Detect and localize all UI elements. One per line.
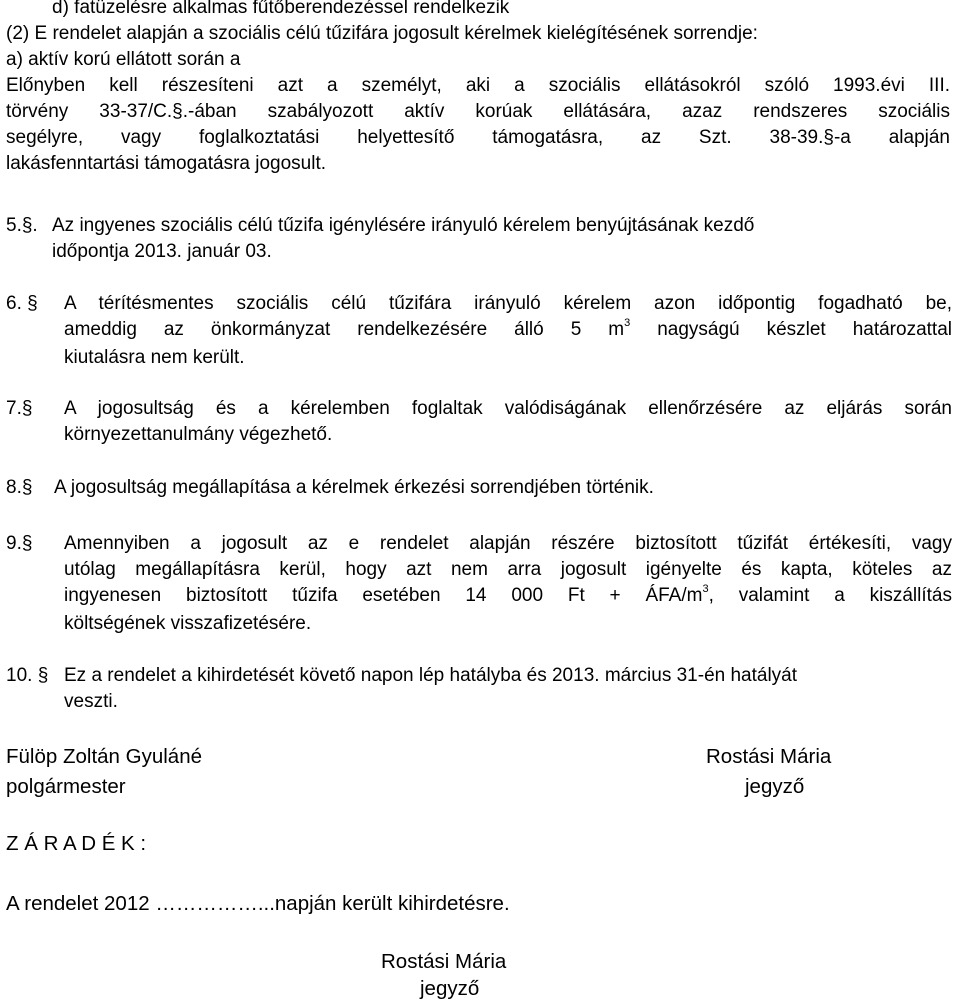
section-text: veszti.: [64, 691, 118, 712]
section-text: Az ingyenes szociális célú tűzifa igénylésére irányuló kérelem benyújtásának kezdő: [52, 215, 755, 236]
section-text: kiutalásra nem került.: [64, 347, 245, 368]
section-text-block: [64, 396, 952, 448]
section-text: utólag megállapításra kerül, hogy azt nem arra jogosult igényelte és kapta, köteles az: [64, 559, 952, 580]
section-number: 9.§: [6, 533, 33, 554]
section-text: Amennyiben a jogosult az e rendelet alapján részére biztosított tűzifát értékesíti, vagy: [64, 533, 952, 554]
closing-line: A rendelet 2012 ……………...napján került kihirdetésre.: [6, 892, 510, 915]
intro-line-a: a) aktív korú ellátott során a: [6, 49, 241, 70]
paragraph-line: Előnyben kell részesíteni azt a személyt, aki a szociális ellátásokról szóló 1993.évi III.: [6, 75, 950, 96]
paragraph-line: törvény 33-37/C.§.-ában szabályozott aktív korúak ellátására, azaz rendszeres szociális: [6, 101, 950, 122]
paragraph-line: lakásfenntartási támogatásra jogosult.: [6, 153, 327, 174]
intro-line-d: d) fatüzelésre alkalmas fűtőberendezéssel rendelkezik: [52, 0, 510, 18]
section-number: 10. §: [6, 665, 49, 686]
section-number: 6. §: [6, 293, 38, 314]
section-number: 7.§: [6, 398, 33, 419]
closing-notary-name: Rostási Mária: [381, 950, 507, 973]
section-number: 5.§.: [6, 215, 38, 236]
paragraph-line: segélyre, vagy foglalkoztatási helyettesítő támogatásra, az Szt. 38-39.§-a alapján: [6, 127, 950, 148]
section-text: költségének visszafizetésére.: [64, 613, 312, 634]
section-text: A térítésmentes szociális célú tűzifára irányuló kérelem azon időpontig fogadható be,: [64, 293, 952, 314]
notary-title: jegyző: [745, 775, 805, 798]
mayor-name: Fülöp Zoltán Gyuláné: [6, 745, 203, 768]
mayor-title: polgármester: [6, 775, 126, 798]
closing-notary-title: jegyző: [420, 977, 480, 1000]
intro-line-2: (2) E rendelet alapján a szociális célú tűzifára jogosult kérelmek kielégítésének sorrendje:: [6, 23, 758, 44]
notary-name: Rostási Mária: [706, 745, 832, 768]
superscript: 3: [702, 583, 709, 595]
closing-heading: Z Á R A D É K :: [6, 832, 147, 855]
section-text-block: [64, 531, 952, 637]
section-text-block: [64, 291, 952, 371]
superscript: 3: [624, 317, 631, 329]
section-text: A jogosultság megállapítása a kérelmek érkezési sorrendjében történik.: [54, 477, 654, 498]
intro-paragraph: [6, 73, 950, 177]
section-text: időpontja 2013. január 03.: [52, 241, 272, 262]
section-text: A jogosultság és a kérelemben foglaltak valódiságának ellenőrzésére az eljárás során: [64, 398, 952, 419]
section-text: környezettanulmány végezhető.: [64, 424, 333, 445]
section-text: ingyenesen biztosított tűzifa esetében 14 000 Ft + ÁFA/$m^3$, valamint a kiszállítás: [64, 583, 952, 606]
section-text: Ez a rendelet a kihirdetését követő napon lép hatályba és 2013. március 31-én hatályát: [64, 665, 798, 686]
section-text: ameddig az önkormányzat rendelkezésére álló 5 $m^3$ nagyságú készlet határozattal: [64, 317, 952, 340]
section-number: 8.§: [6, 477, 33, 498]
